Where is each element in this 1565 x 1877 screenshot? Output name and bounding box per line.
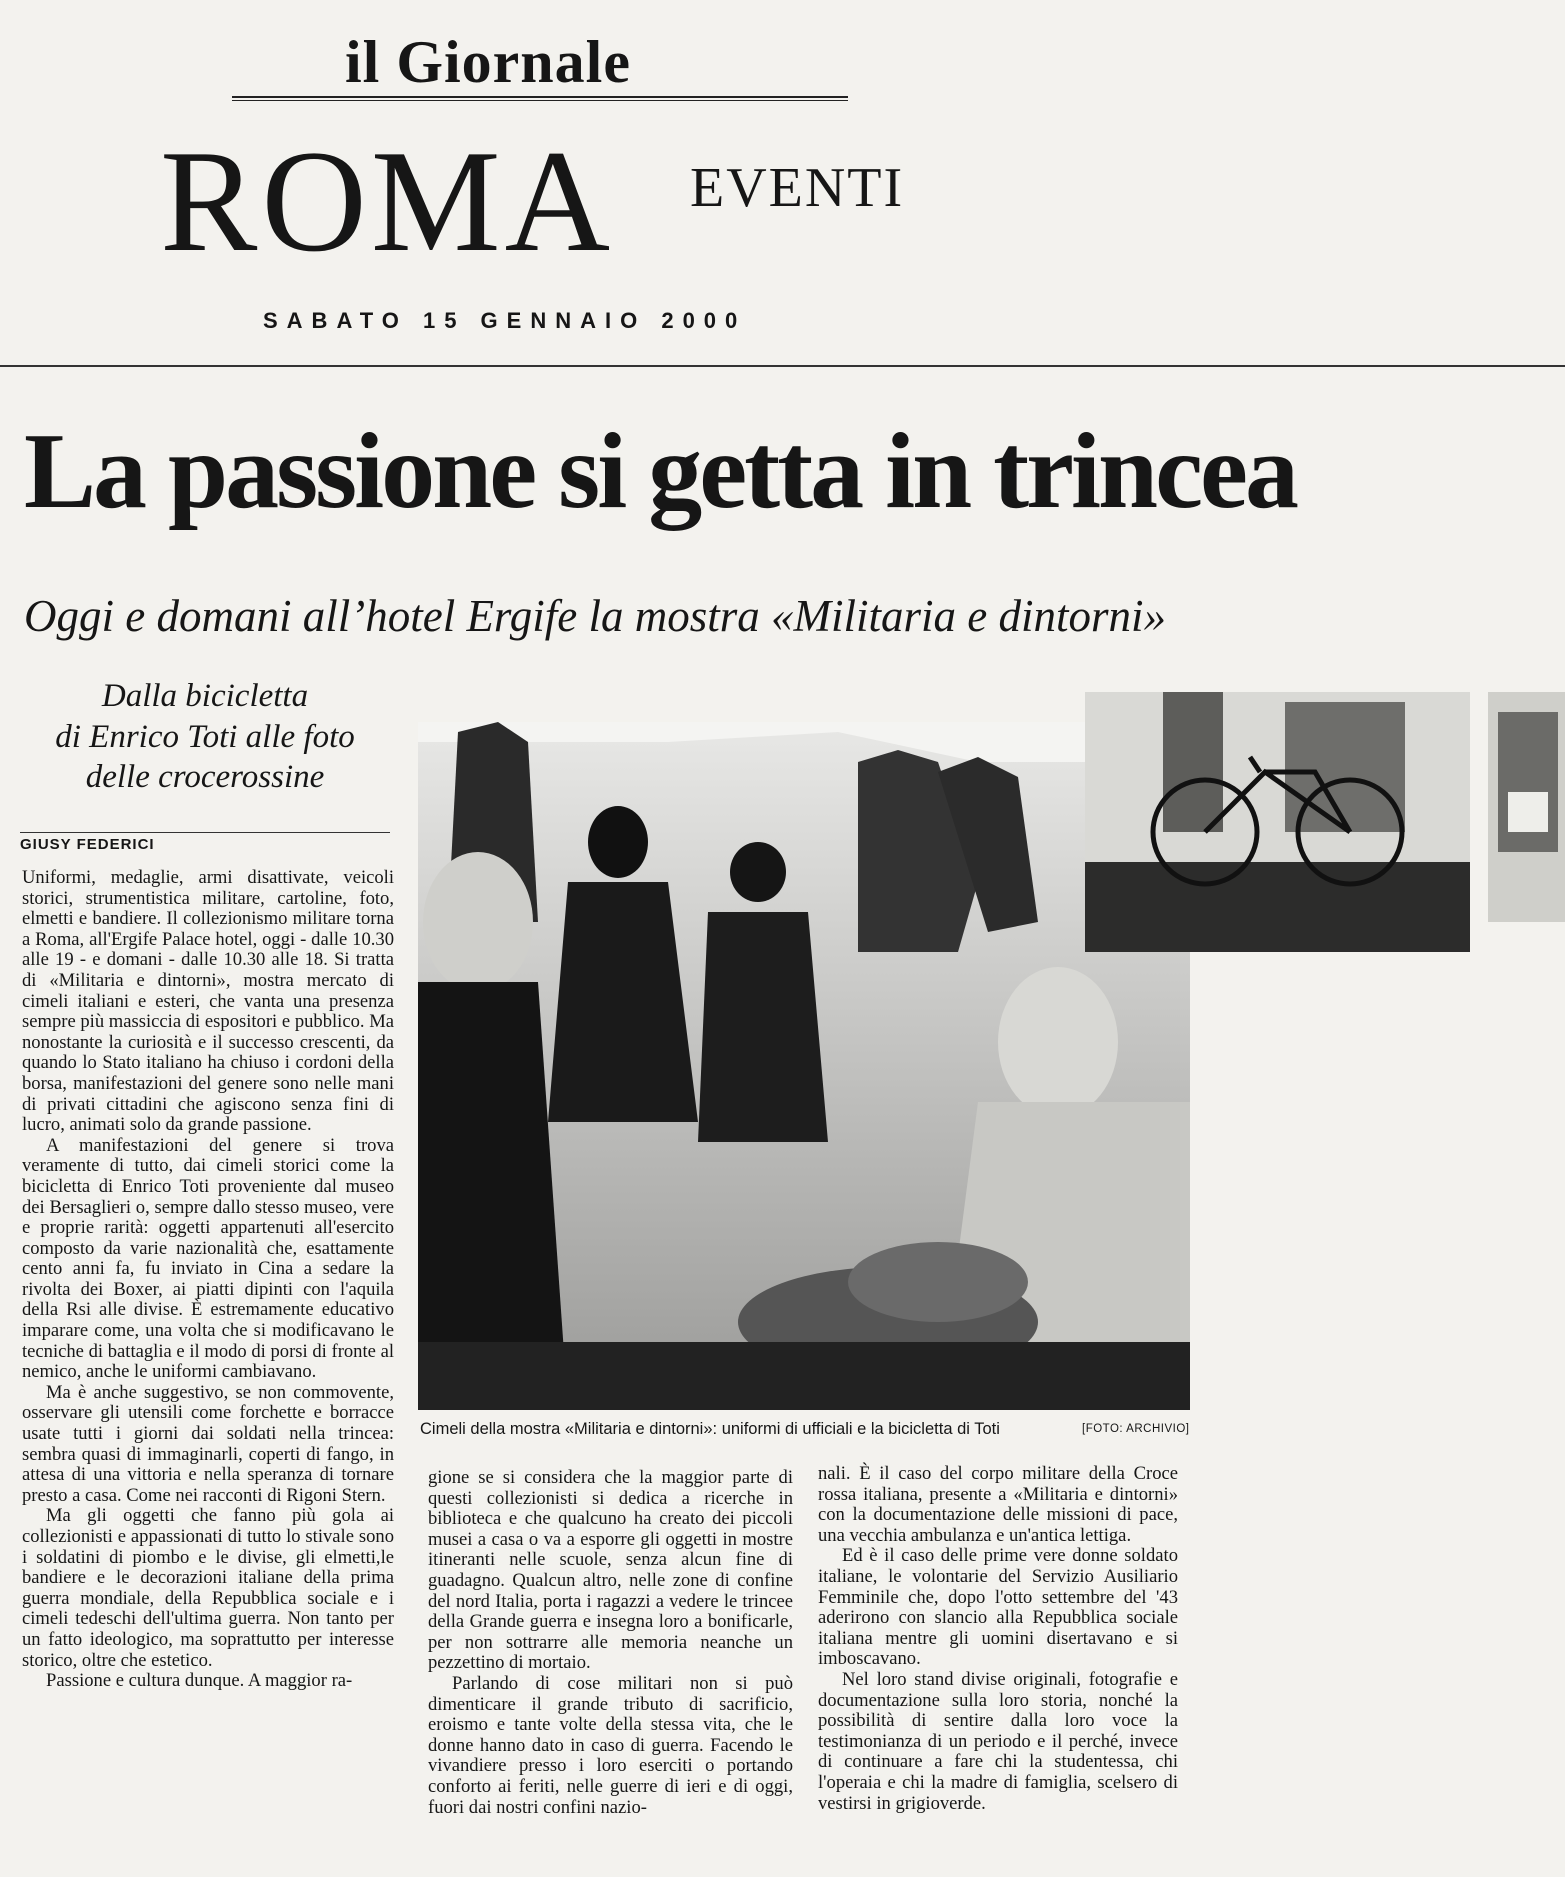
section-subtitle: EVENTI [690,157,905,219]
section-title: ROMA [160,120,615,282]
issue-date: SABATO 15 GENNAIO 2000 [263,308,747,333]
newspaper-name: il Giornale [345,29,631,95]
photo-caption: Cimeli della mostra «Militaria e dintorni»: uniformi di ufficiali e la bicicletta di Toti [420,1420,1000,1438]
bicycle-photo-drawing [1085,692,1470,952]
masthead-rule [232,96,848,101]
page-divider [0,365,1565,367]
paragraph: Passione e cultura dunque. A maggior ra- [46,1670,353,1692]
bicycle-photo [1085,692,1470,952]
paragraph: Parlando di cose militari non si può dimenticare il grande tributo di sacrificio, eroismo e tante volte della stessa vita, che le donne hanno dato in caso di guerra. Facendo le vivandiere presso i loro eserciti o portando conforto ai feriti, nelle guerre di ieri e di oggi, fuori dai nostri confini nazio- [428,1672,793,1818]
byline-rule [20,832,390,833]
article-kicker [20,676,390,798]
article-byline: GIUSY FEDERICI [20,836,155,853]
paragraph: Nel loro stand divise originali, fotografie e documentazione sulla loro storia, nonché la possibilità di sentire dalla loro voce la testimonianza di un periodo e il perché, invece di continuare a fare chi la studentessa, chi l'operaia e chi la madre di famiglia, scelsero di vestirsi in grigioverde. [818,1668,1178,1814]
paragraph: Ma gli oggetti che fanno più gola ai collezionisti e appassionati di tutto lo stivale sono i soldatini di piombo e le divise, gli elmetti,le bandiere e le decorazioni italiane della prima guerra mondiale, della Repubblica sociale e i cimeli tedeschi dell'ultima guerra. Non tanto per un fatto ideologico, ma soprattutto per interesse storico, oltre che estetico. [22,1505,394,1671]
article-headline: La passione si getta in trincea [24,412,1296,531]
article-column-2 [428,1468,793,1818]
paragraph: gione se si considera che la maggior parte di questi collezionisti si dedica a ricerche in biblioteca e che qualcuno ha creato dei piccoli musei a casa o va a esporre gli oggetti in mostre itineranti nelle scuole, senza alcun fine di guadagno. Qualcun altro, nelle zone di confine del nord Italia, porta i ragazzi a vedere le trincee della Grande guerra e insegna loro a bonificarle, per non sottrarre alle memoria neanche un pezzettino di mortaio. [428,1467,793,1674]
right-photo-fragment [1488,692,1565,922]
paragraph: Ed è il caso delle prime vere donne soldato italiane, le volontarie del Servizio Ausiliario Femminile che, dopo l'otto settembre del '43 aderirono con slancio alla Repubblica sociale italiana mentre gli uomini disertavano e si imboscavano. [818,1545,1178,1670]
article-column-1 [22,868,394,1692]
paragraph: nali. È il caso del corpo militare della Croce rossa italiana, presente a «Militaria e dintorni» con la documentazione delle missioni di pace, una vecchia ambulanza e un'antica lettiga. [818,1463,1178,1546]
exhibition-photo [418,722,1190,1410]
kicker-line: di Enrico Toti alle foto [55,718,355,755]
kicker-line: delle crocerossine [85,759,325,796]
exhibition-photo-drawing [418,722,1190,1410]
kicker-line: Dalla bicicletta [101,678,309,714]
photo-credit: [FOTO: ARCHIVIO] [1082,1423,1190,1435]
right-photo-drawing [1488,692,1565,922]
paragraph: A manifestazioni del genere si trova veramente di tutto, dai cimeli storici come la bicicletta di Enrico Toti proveniente dal museo dei Bersaglieri o, sempre dallo stesso museo, vere e proprie rarità: oggetti appartenuti all'esercito composto da varie nazionalità che, esattamente cento anni fa, fu inviato in Cina a sedare la rivolta dei Boxer, ai piatti dipinti con l'aquila della Rsi alle divise. È estremamente educativo imparare come, una volta che si modificavano le tecniche di battaglia e il modo di porsi di fronte al nemico, anche le uniformi cambiavano. [22,1134,394,1383]
paragraph: Uniformi, medaglie, armi disattivate, veicoli storici, strumentistica militare, cartoline, foto, elmetti e bandiere. Il collezionismo militare torna a Roma, all'Ergife Palace hotel, oggi - dalle 10.30 alle 19 - e domani - dalle 10.30 alle 18. Si tratta di «Militaria e dintorni», mostra mercato di cimeli italiani e esteri, che vanta una presenza sempre più massiccia di espositori e pubblico. Ma nonostante la curiosità e il successo crescenti, da quando lo Stato italiano ha chiuso i cordoni della borsa, manifestazioni del genere sono nelle mani di privati cittadini che agiscono senza fini di lucro, animati solo da grande passione. [22,867,394,1136]
paragraph: Ma è anche suggestivo, se non commovente, osservare gli utensili come forchette e borracce usate tutti i giorni dai soldati nella trincea: sembra quasi di immaginarli, coperti di fango, in attesa di una vittoria e nella speranza di tornare presto a casa. Come nei racconti di Rigoni Stern. [22,1381,394,1506]
article-subheadline: Oggi e domani all’hotel Ergife la mostra «Militaria e dintorni» [24,591,1167,641]
article-column-3 [818,1464,1178,1814]
